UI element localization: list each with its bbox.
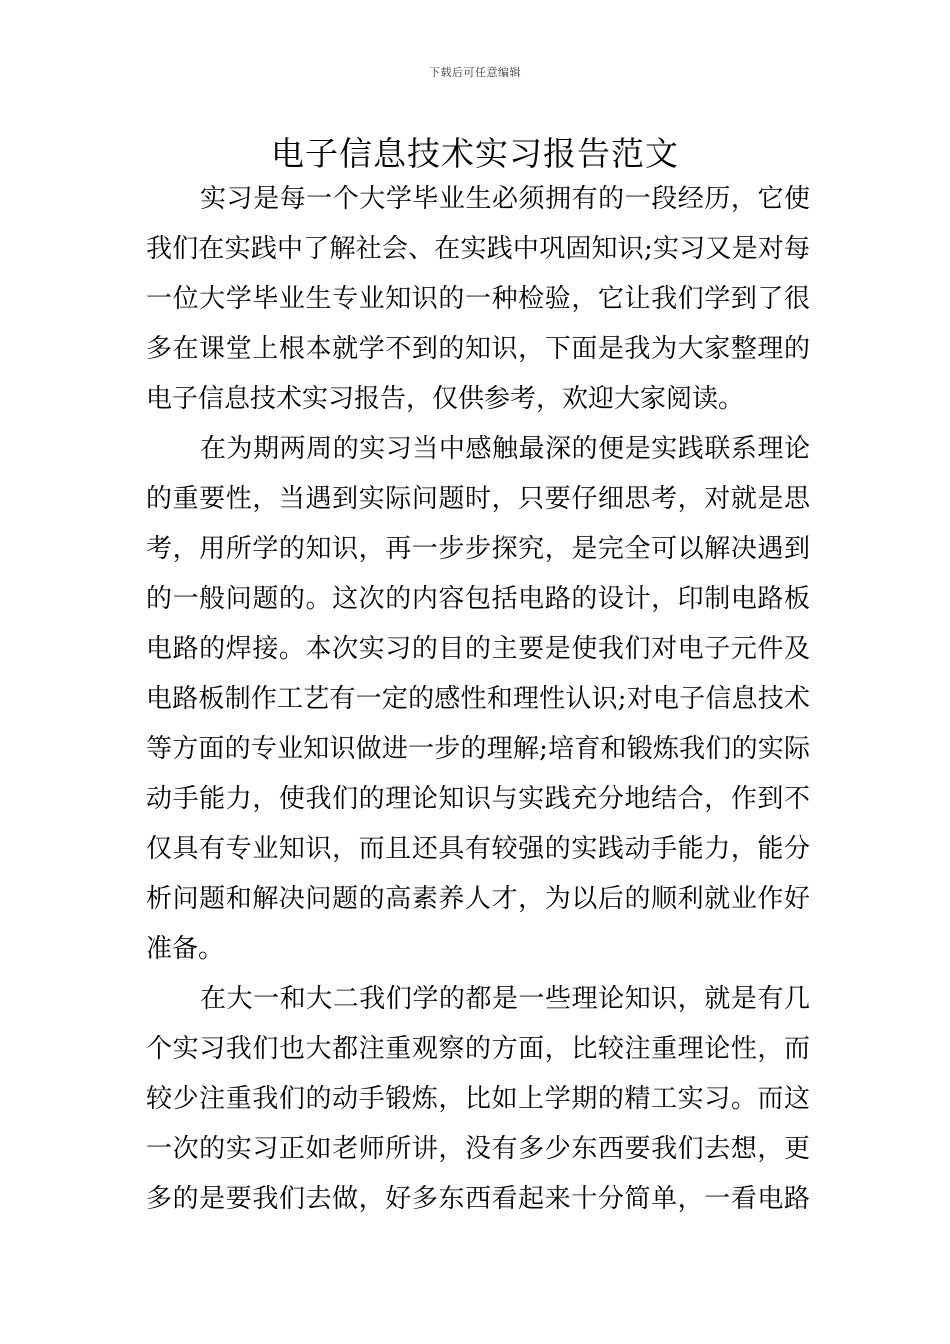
text-line: 电路的焊接。本次实习的目的主要是使我们对电子元件及 <box>146 634 810 664</box>
text-line: 多在课堂上根本就学不到的知识，下面是我为大家整理的 <box>146 334 810 364</box>
text-line: 的重要性，当遇到实际问题时，只要仔细思考，对就是思 <box>146 484 810 514</box>
text-line: 我们在实践中了解社会、在实践中巩固知识;实习又是对每 <box>146 234 810 264</box>
paragraph <box>146 174 810 424</box>
text-line: 仅具有专业知识，而且还具有较强的实践动手能力，能分 <box>146 834 810 864</box>
text-line: 在为期两周的实习当中感触最深的便是实践联系理论 <box>200 434 810 464</box>
text-line: 一次的实习正如老师所讲，没有多少东西要我们去想，更 <box>146 1134 810 1164</box>
text-line: 准备。 <box>146 934 225 964</box>
text-line: 较少注重我们的动手锻炼，比如上学期的精工实习。而这 <box>146 1084 810 1114</box>
text-line: 电子信息技术实习报告，仅供参考，欢迎大家阅读。 <box>146 384 745 414</box>
text-line: 实习是每一个大学毕业生必须拥有的一段经历，它使 <box>200 184 810 214</box>
text-line: 一位大学毕业生专业知识的一种检验，它让我们学到了很 <box>146 284 810 314</box>
document-body <box>146 174 810 1224</box>
text-line: 电路板制作工艺有一定的感性和理性认识;对电子信息技术 <box>146 684 810 714</box>
text-line: 个实习我们也大都注重观察的方面，比较注重理论性，而 <box>146 1034 810 1064</box>
text-line: 析问题和解决问题的高素养人才，为以后的顺利就业作好 <box>146 884 810 914</box>
text-line: 多的是要我们去做，好多东西看起来十分简单，一看电路 <box>146 1184 810 1214</box>
document-title: 电子信息技术实习报告范文 <box>271 134 679 173</box>
paragraph <box>146 974 810 1224</box>
text-line: 在大一和大二我们学的都是一些理论知识，就是有几 <box>200 984 810 1014</box>
text-line: 的一般问题的。这次的内容包括电路的设计，印制电路板 <box>146 584 810 614</box>
text-line: 动手能力，使我们的理论知识与实践充分地结合，作到不 <box>146 784 810 814</box>
text-line: 考，用所学的知识，再一步步探究，是完全可以解决遇到 <box>146 534 810 564</box>
text-line: 等方面的专业知识做进一步的理解;培育和锻炼我们的实际 <box>146 734 810 764</box>
header-watermark: 下载后可任意编辑 <box>429 66 521 79</box>
paragraph <box>146 424 810 974</box>
